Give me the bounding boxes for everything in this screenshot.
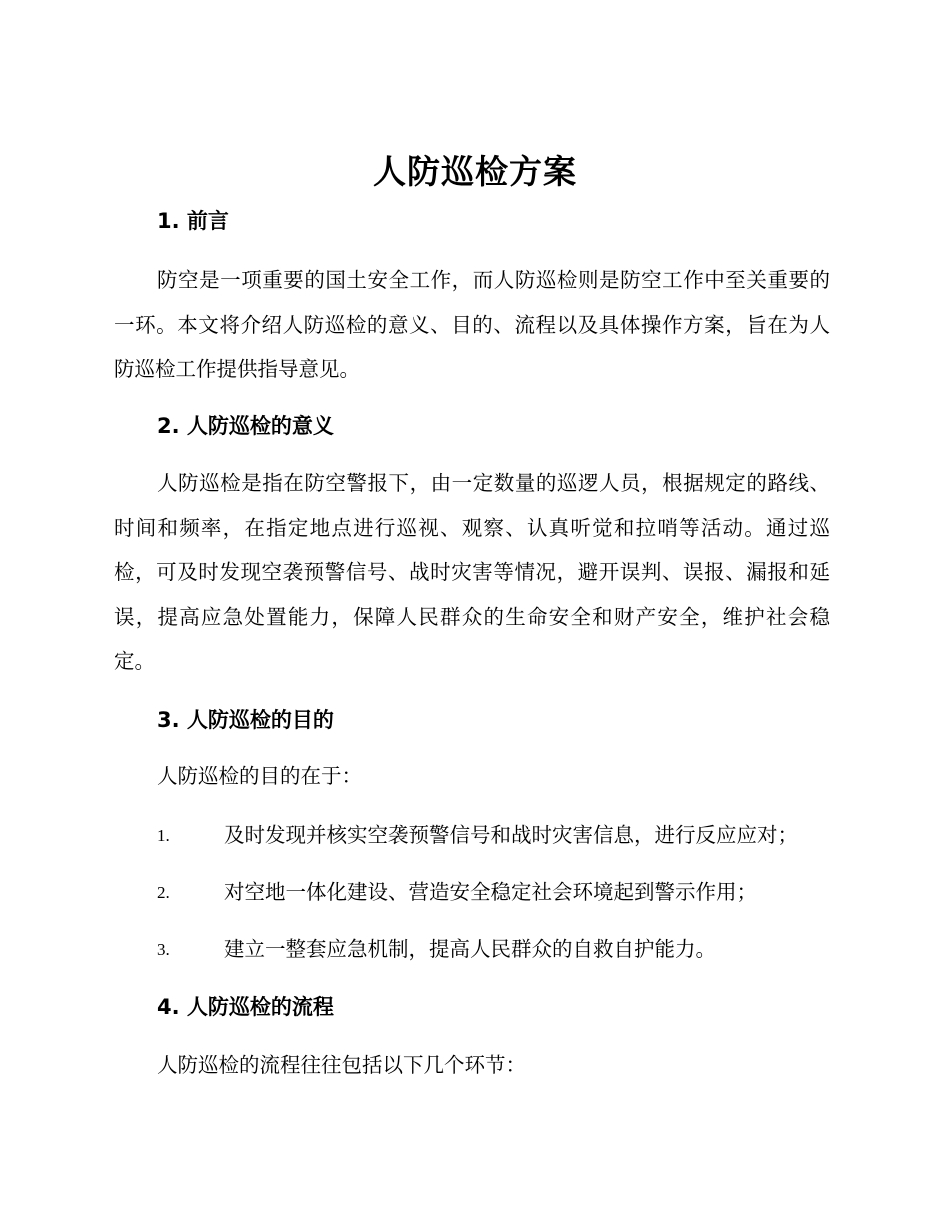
list-item-number: 1.: [157, 826, 170, 845]
list-item-number: 2.: [157, 883, 170, 902]
document-title: 人防巡检方案: [373, 152, 577, 191]
section-intro-process: 人防巡检的流程往往包括以下几个环节：: [157, 1053, 526, 1077]
section-paragraph-significance: 人防巡检是指在防空警报下，由一定数量的巡逻人员，根据规定的路线、时间和频率，在指定地点进行巡视、观察、认真听觉和拉哨等活动。通过巡检，可及时发现空袭预警信号、战时灾害等情况，避开误判、误报、漏报和延误，提高应急处置能力，保障人民群众的生命安全和财产安全，维护社会稳定。: [114, 471, 830, 673]
list-item-text: 及时发现并核实空袭预警信号和战时灾害信息，进行反应应对；: [224, 823, 798, 847]
section-heading-purpose: 3. 人防巡检的目的: [157, 708, 334, 732]
section-heading-preface: 1. 前言: [157, 209, 229, 233]
section-intro-purpose: 人防巡检的目的在于：: [157, 764, 362, 788]
list-item-number: 3.: [157, 940, 170, 959]
section-heading-significance: 2. 人防巡检的意义: [157, 414, 334, 438]
list-item-text: 建立一整套应急机制，提高人民群众的自救自护能力。: [224, 937, 716, 961]
section-paragraph-preface: 防空是一项重要的国土安全工作，而人防巡检则是防空工作中至关重要的一环。本文将介绍人防巡检的意义、目的、流程以及具体操作方案，旨在为人防巡检工作提供指导意见。: [114, 268, 830, 381]
list-item-text: 对空地一体化建设、营造安全稳定社会环境起到警示作用；: [224, 880, 757, 904]
section-heading-process: 4. 人防巡检的流程: [157, 995, 334, 1019]
